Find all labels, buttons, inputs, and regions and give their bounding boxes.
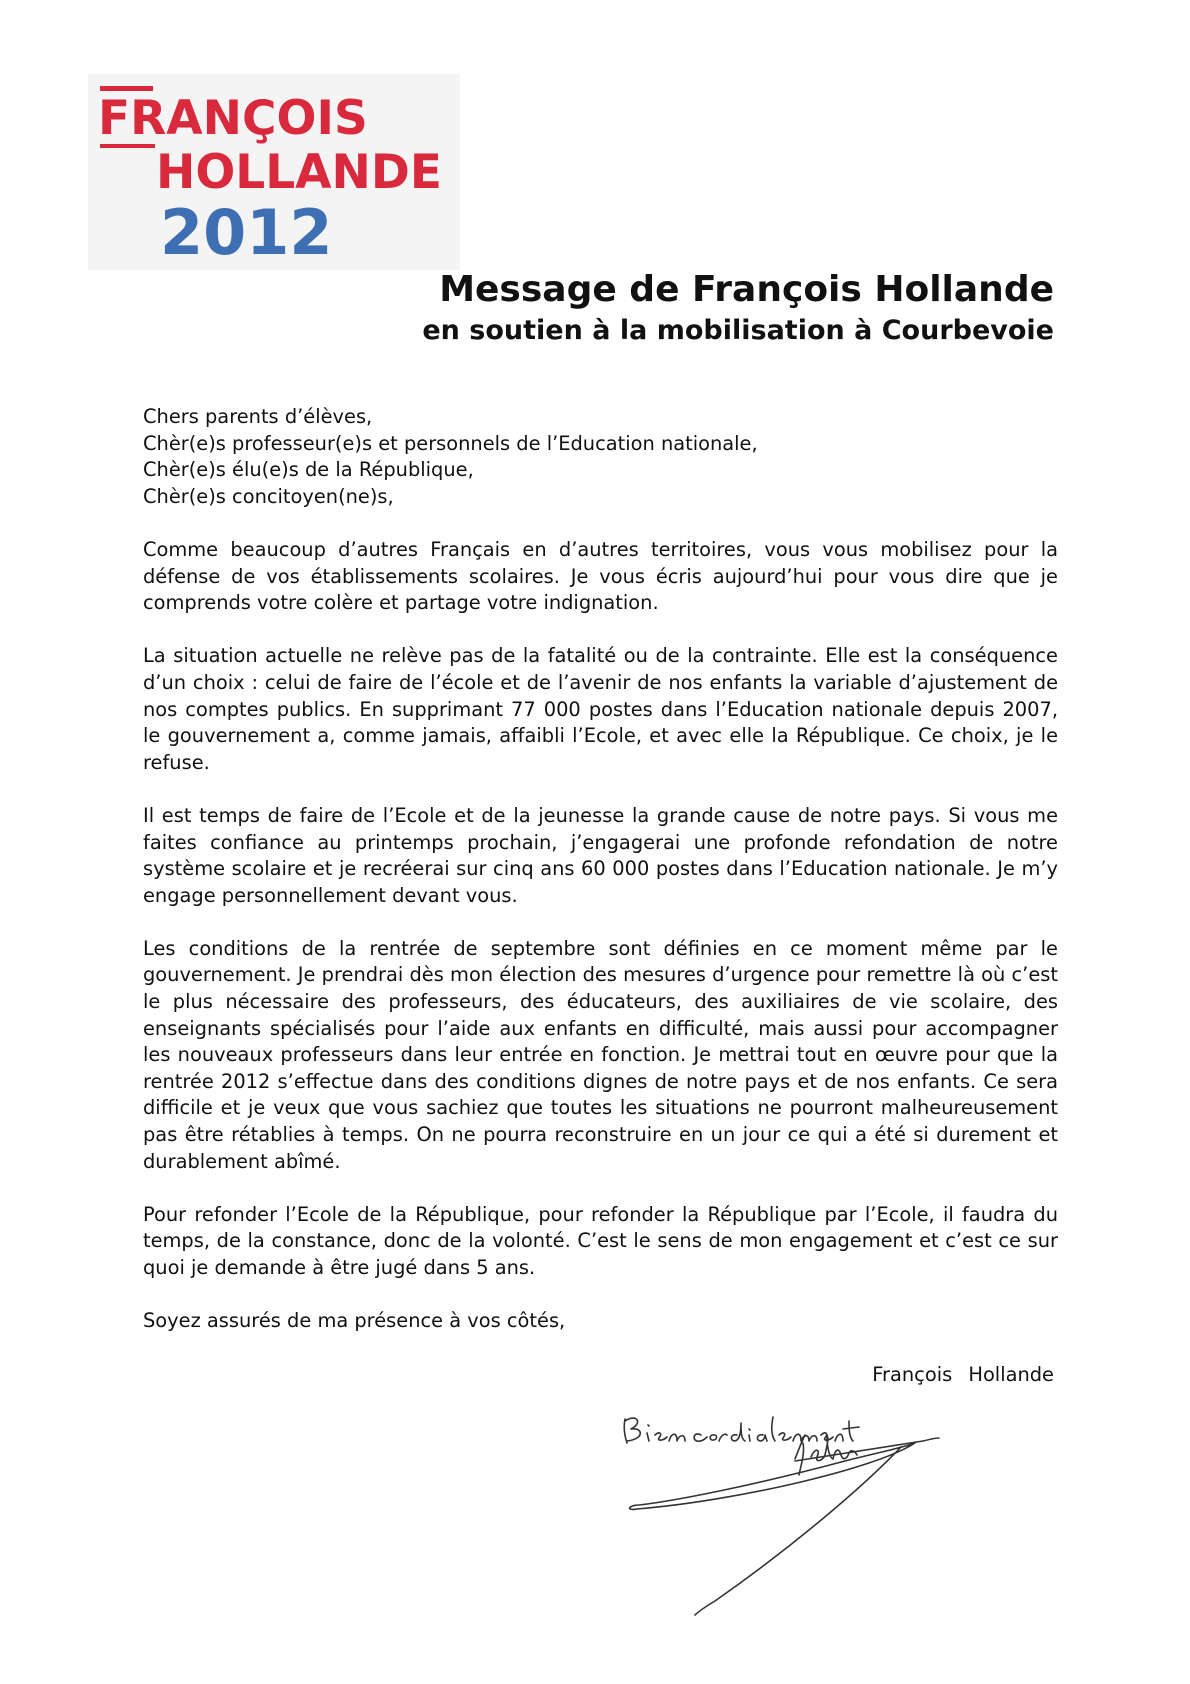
handwriting-n: [669, 1434, 685, 1441]
letter-heading: [354, 268, 1054, 348]
handwriting-e2: [779, 1433, 791, 1440]
signature-tail: [695, 1447, 901, 1615]
campaign-logo-graphic: [88, 74, 460, 270]
handwriting-d: [731, 1423, 745, 1441]
paragraph-rentree: Les conditions de la rentrée de septembre sont définies en ce moment même par le gouvernement. Je prendrai dès mon élection des mesures d’urgence pour remettre là où c’est le plus nécessaire des professeurs, des éducateurs, des auxiliaires de vie scolaire, des enseignants spécialisés pour l’aide aux enfants en difficulté, mais aussi pour accompagner les nouveaux professeurs dans leur entrée en fonction. Je mettrai tout en œuvre pour que la rentrée 2012 s’effectue dans des conditions dignes de notre pays et de nos enfants. Ce sera difficile et je veux que vous sachiez que toutes les situations ne pourront malheureusement pas être rétablies à temps. On ne pourra reconstruire en un jour ce qui a été si durement et durablement abîmé.: [143, 936, 1058, 1173]
handwriting-b: [624, 1418, 640, 1443]
handwriting-e: [655, 1433, 667, 1440]
handwriting-i2: [749, 1429, 750, 1441]
handwriting-a: [757, 1435, 767, 1441]
handwriting-c: [694, 1434, 707, 1441]
salutation-line: Chèr(e)s concitoyen(ne)s,: [143, 484, 394, 508]
handwriting-or: [710, 1434, 727, 1441]
handwriting-t: [843, 1421, 859, 1441]
handwriting-n2: [835, 1434, 843, 1441]
salutation-line: Chers parents d’élèves,: [143, 405, 373, 428]
logo-line2: HOLLANDE: [156, 145, 443, 200]
salutation: [143, 404, 1058, 510]
handwriting-l: [772, 1417, 775, 1441]
letter-body: [143, 404, 1058, 1335]
handwriting-i: [647, 1425, 649, 1441]
page-title: Message de François Hollande: [439, 269, 1054, 310]
closing-line: Soyez assurés de ma présence à vos côtés,: [143, 1309, 566, 1333]
paragraph-refondation: Il est temps de faire de l’Ecole et de la jeunesse la grande cause de notre pays. Si vous me faites confiance au printemps prochain, j’engagerai une profonde refondation de notre système scolaire et je recréerai sur cinq ans 60 000 postes dans l’Education nationale. Je m’y engage personnellement devant vous.: [143, 803, 1058, 907]
salutation-line: Chèr(e)s élu(e)s de la République,: [143, 458, 474, 482]
signature-h: [795, 1435, 805, 1475]
paragraph-engagement: Pour refonder l’Ecole de la République, pour refonder la République par l’Ecole, il faudra du temps, de la constance, donc de la volonté. C’est le sens de mon engagement et c’est ce sur quoi je demande à être jugé dans 5 ans.: [143, 1202, 1058, 1279]
paragraph-situation: La situation actuelle ne relève pas de la fatalité ou de la contrainte. Elle est la conséquence d’un choix : celui de faire de l’école et de l’avenir de nos enfants la variable d’ajustement de nos comptes publics. En supprimant 77 000 postes dans l’Education nationale depuis 2007, le gouvernement a, comme jamais, affaibli l’Ecole, et avec elle la République. Ce choix, je le refuse.: [143, 644, 1058, 774]
campaign-logo: [88, 74, 460, 270]
handwritten-signature: [615, 1405, 1015, 1620]
paragraph-mobilisation: Comme beaucoup d’autres Français en d’autres territoires, vous vous mobilisez pour la défense de vos établissements scolaires. Je vous écris aujourd’hui pour vous dire que je comprends votre colère et partage votre indignation.: [143, 537, 1058, 615]
salutation-line: Chèr(e)s professeur(e)s et personnels de l’Education nationale,: [143, 431, 758, 455]
signer-name: François Hollande: [872, 1363, 1054, 1386]
page-subtitle: en soutien à la mobilisation à Courbevoie: [422, 315, 1054, 346]
logo-line1: FRANÇOIS: [98, 91, 368, 146]
logo-year: 2012: [160, 196, 333, 269]
signature-drawing: [615, 1405, 1015, 1620]
